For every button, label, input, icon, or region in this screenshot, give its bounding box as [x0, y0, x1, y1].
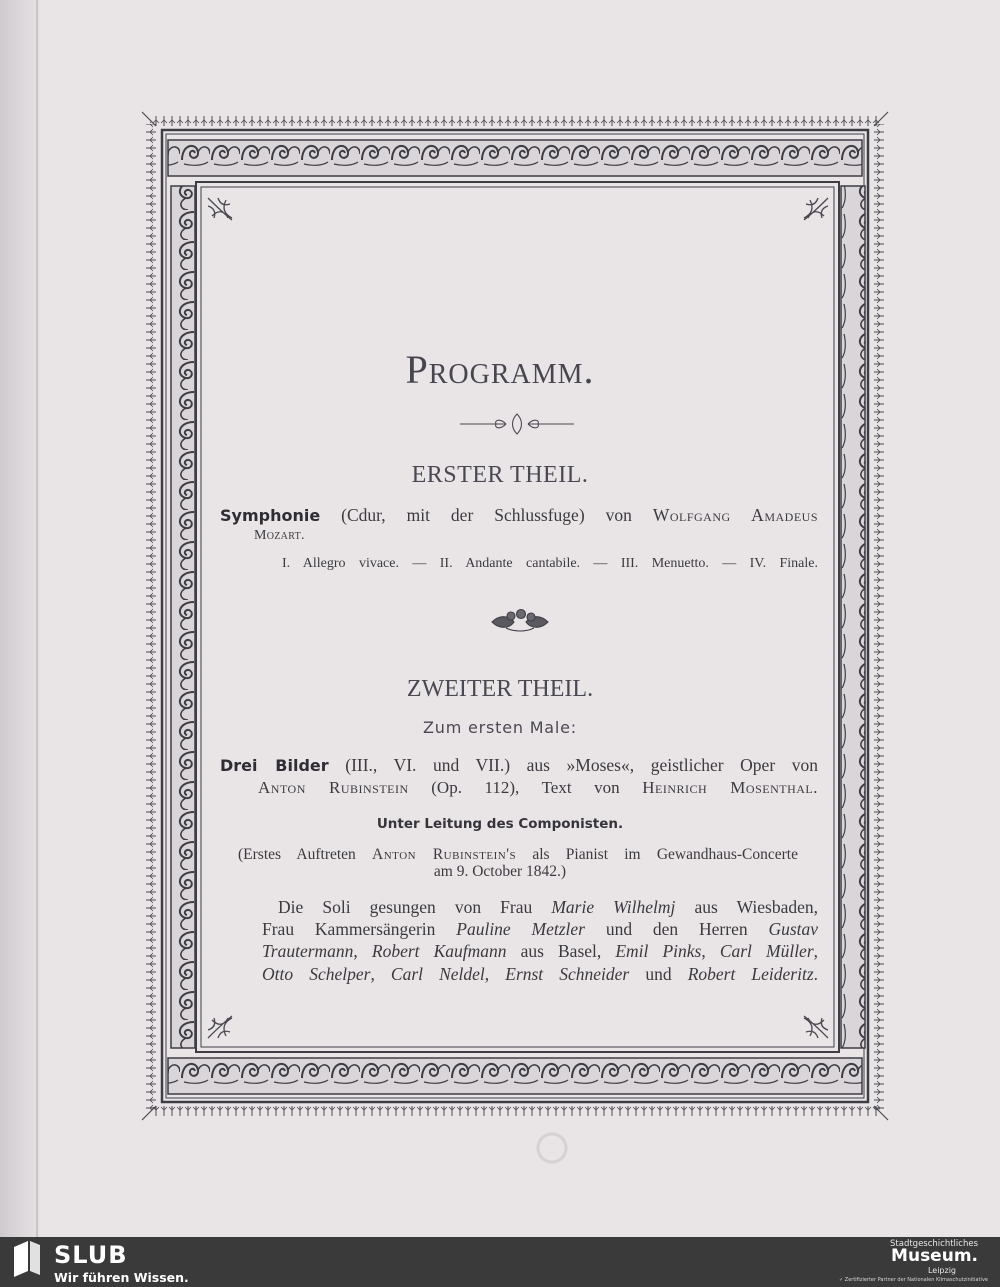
- symphony-detail: (Cdur, mit der Schlussfuge) von: [320, 505, 653, 525]
- first-performance-label: Zum ersten Male:: [423, 718, 577, 737]
- work-detail: (III., VI. und VII.) aus »Moses«, geistlicher Oper von: [328, 755, 818, 775]
- soloist-name: Ernst Schneider: [505, 964, 630, 984]
- soloists-text: ,: [701, 941, 720, 961]
- symphony-composer: Wolfgang Amadeus: [652, 505, 818, 525]
- soloists-line: [262, 941, 818, 962]
- title-divider-ornament: [460, 414, 574, 434]
- blind-stamp: [538, 1134, 566, 1162]
- museum-label: Stadtgeschichtliches: [890, 1239, 978, 1249]
- debut-note: [238, 846, 798, 864]
- part1-heading: ERSTER THEIL.: [411, 462, 589, 488]
- soloists-line: [262, 919, 818, 940]
- soloist-name: Carl Neldel: [390, 964, 485, 984]
- debut-date: am 9. October 1842.): [433, 863, 567, 880]
- composer-line: [258, 778, 818, 798]
- slub-logo-icon[interactable]: [12, 1241, 42, 1279]
- soloists-text: Die Soli gesungen von Frau: [278, 897, 552, 917]
- soloist-name: Otto Schelper: [262, 964, 371, 984]
- conductor-note: Unter Leitung des Componisten.: [376, 816, 624, 832]
- librettist-name: Heinrich Mosenthal.: [642, 778, 818, 797]
- soloist-name: Pauline Metzler: [456, 919, 585, 939]
- museum-note: ✓ Zertifizierter Partner der Nationalen Klimaschutzinitiative: [838, 1277, 988, 1283]
- debut-note-start: (Erstes Auftreten: [238, 846, 373, 863]
- soloist-name: Robert Leideritz: [687, 964, 814, 984]
- symphony-movements: I. Allegro vivace. — II. Andante cantabile. — III. Menuetto. — IV. Finale.: [282, 556, 818, 571]
- composer-name: Anton Rubinstein: [258, 778, 409, 797]
- soloists-text: aus Wiesbaden,: [675, 897, 819, 917]
- soloists-text: aus Basel,: [506, 941, 616, 961]
- floral-divider-ornament: [492, 610, 548, 632]
- slub-name[interactable]: SLUB: [54, 1241, 128, 1269]
- soloists-line: [278, 897, 818, 918]
- soloists-text: Frau Kammersängerin: [262, 919, 457, 939]
- symphony-line: [220, 505, 818, 526]
- soloist-name: Marie Wilhelmj: [551, 897, 676, 917]
- work-label: Drei Bilder: [220, 756, 329, 775]
- work-line: [220, 755, 818, 776]
- soloist-name: Robert Kaufmann: [371, 941, 507, 961]
- soloists-text: ,: [484, 964, 506, 984]
- museum-city: Leipzig: [927, 1266, 956, 1275]
- debut-note-end: als Pianist im Gewandhaus-Concerte: [516, 846, 798, 863]
- soloist-name: Carl Müller: [719, 941, 814, 961]
- soloists-line: [262, 964, 818, 985]
- soloist-name: Emil Pinks: [615, 941, 702, 961]
- symphony-composer-line2: Mozart.: [254, 528, 305, 543]
- soloists-text: .: [813, 964, 819, 984]
- debut-name: Anton Rubinstein's: [372, 846, 517, 863]
- soloists-text: ,: [813, 941, 819, 961]
- soloists-text: ,: [353, 941, 372, 961]
- museum-name[interactable]: Museum.: [891, 1246, 978, 1266]
- part2-heading: ZWEITER THEIL.: [406, 676, 594, 702]
- symphony-label: Symphonie: [220, 506, 321, 525]
- soloists-text: ,: [370, 964, 391, 984]
- page-title: Programm.: [405, 347, 595, 392]
- soloist-name: Gustav: [768, 919, 819, 939]
- soloists-text: und den Herren: [585, 919, 769, 939]
- opus-text: (Op. 112), Text von: [408, 778, 643, 797]
- soloists-text: und: [629, 964, 688, 984]
- soloist-name: Trautermann: [262, 941, 354, 961]
- slub-tagline: Wir führen Wissen.: [54, 1270, 189, 1285]
